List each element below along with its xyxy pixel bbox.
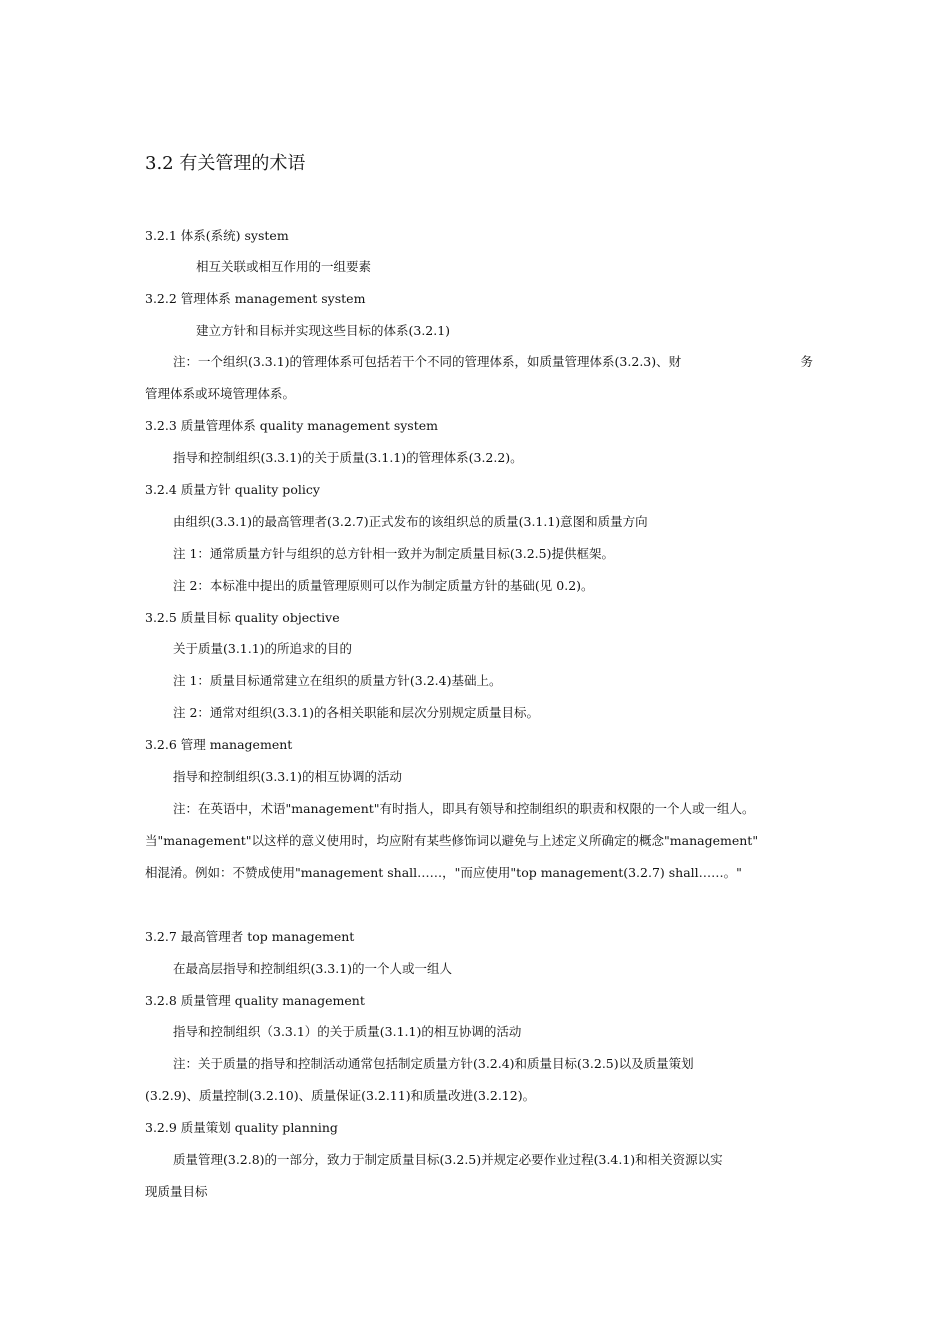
- term-heading-3-2-7: 3.2.7 最高管理者 top management: [145, 929, 355, 944]
- term-note-3-2-2-tail: 务: [800, 354, 813, 369]
- term-note-3-2-8: 注：关于质量的指导和控制活动通常包括制定质量方针(3.2.4)和质量目标(3.2.5)以及质量策划: [173, 1056, 694, 1071]
- term-definition-3-2-6: 指导和控制组织(3.3.1)的相互协调的活动: [173, 769, 403, 784]
- term-heading-3-2-9: 3.2.9 质量策划 quality planning: [145, 1120, 338, 1135]
- term-definition-3-2-9: 质量管理(3.2.8)的一部分，致力于制定质量目标(3.2.5)并规定必要作业过程(3.4.1)和相关资源以实: [173, 1152, 723, 1167]
- term-note2-3-2-5: 注 2：通常对组织(3.3.1)的各相关职能和层次分别规定质量目标。: [173, 705, 539, 720]
- term-heading-3-2-2: 3.2.2 管理体系 management system: [145, 291, 366, 306]
- term-definition-3-2-2: 建立方针和目标并实现这些目标的体系(3.2.1): [196, 323, 451, 338]
- term-heading-3-2-8: 3.2.8 质量管理 quality management: [145, 993, 365, 1008]
- term-note-3-2-8-line2: (3.2.9)、质量控制(3.2.10)、质量保证(3.2.11)和质量改进(3.2.12)。: [145, 1088, 536, 1103]
- term-note2-3-2-4: 注 2：本标准中提出的质量管理原则可以作为制定质量方针的基础(见 0.2)。: [173, 578, 594, 593]
- term-heading-3-2-4: 3.2.4 质量方针 quality policy: [145, 482, 320, 497]
- term-note-3-2-2: [173, 354, 813, 370]
- term-note-3-2-2-continuation: 管理体系或环境管理体系。: [145, 386, 296, 401]
- term-definition-3-2-8: 指导和控制组织（3.3.1）的关于质量(3.1.1)的相互协调的活动: [173, 1024, 522, 1039]
- term-heading-3-2-3: 3.2.3 质量管理体系 quality management system: [145, 418, 438, 433]
- term-note-3-2-6: 注：在英语中，术语"management"有时指人，即具有领导和控制组织的职责和权限的一个人或一组人。: [173, 801, 755, 816]
- term-note-3-2-6-line2: 当"management"以这样的意义使用时，均应附有某些修饰词以避免与上述定义所确定的概念"management": [145, 833, 759, 848]
- term-definition-3-2-1: 相互关联或相互作用的一组要素: [196, 259, 372, 274]
- term-definition-3-2-9-line2: 现质量目标: [145, 1184, 208, 1199]
- term-definition-3-2-5: 关于质量(3.1.1)的所追求的目的: [173, 641, 353, 656]
- term-note-3-2-6-line3: 相混淆。例如：不赞成使用"management shall……，"而应使用"top management(3.2.7) shall……。": [145, 865, 742, 880]
- term-definition-3-2-3: 指导和控制组织(3.3.1)的关于质量(3.1.1)的管理体系(3.2.2)。: [173, 450, 523, 465]
- term-definition-3-2-4: 由组织(3.3.1)的最高管理者(3.2.7)正式发布的该组织总的质量(3.1.1)意图和质量方向: [173, 514, 648, 529]
- term-note-3-2-2-text: 注：一个组织(3.3.1)的管理体系可包括若干个不同的管理体系，如质量管理体系(3.2.3)、财: [173, 354, 682, 369]
- term-definition-3-2-7: 在最高层指导和控制组织(3.3.1)的一个人或一组人: [173, 961, 453, 976]
- term-note1-3-2-4: 注 1：通常质量方针与组织的总方针相一致并为制定质量目标(3.2.5)提供框架。: [173, 546, 614, 561]
- section-title: 3.2 有关管理的术语: [145, 153, 306, 174]
- term-heading-3-2-1: 3.2.1 体系(系统) system: [145, 228, 289, 243]
- term-heading-3-2-6: 3.2.6 管理 management: [145, 737, 293, 752]
- term-heading-3-2-5: 3.2.5 质量目标 quality objective: [145, 610, 340, 625]
- term-note1-3-2-5: 注 1：质量目标通常建立在组织的质量方针(3.2.4)基础上。: [173, 673, 502, 688]
